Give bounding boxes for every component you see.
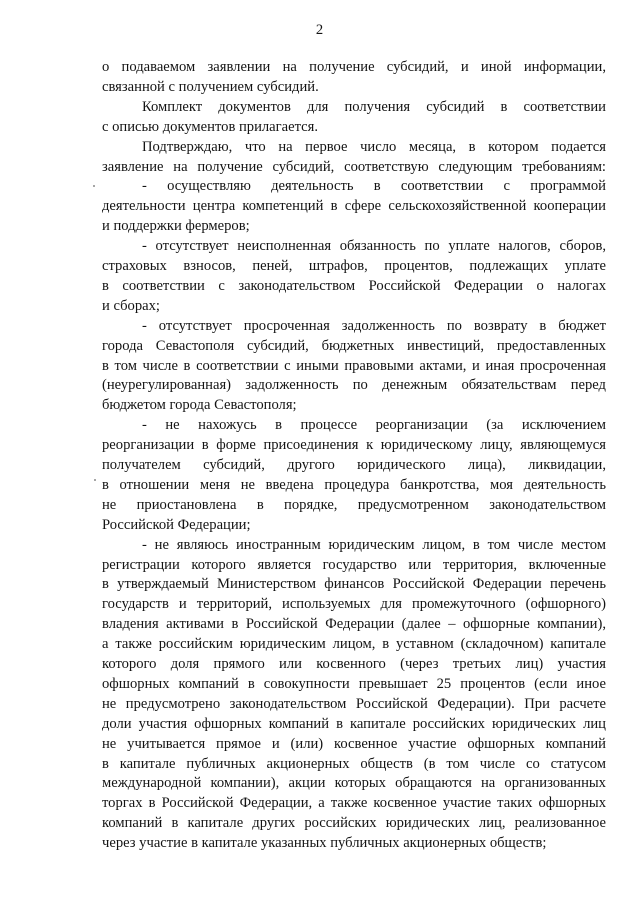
page-number: 2 [315,22,324,38]
text-line [102,496,606,516]
text-line [102,516,606,536]
text-line-content: Российской Федерации; [102,516,251,533]
text-line [102,337,606,357]
text-line [102,357,606,377]
text-line [102,257,606,277]
text-line-content: с описью документов прилагается. [102,118,318,135]
text-line [102,78,606,98]
text-line-content: владения активами в Российской Федерации (далее – офшорные компании), [102,616,606,633]
text-line-content: - не нахожусь в процессе реорганизации (за исключением [142,417,606,434]
text-line-content: в соответствии с законодательством Российской Федерации о налогах [102,277,606,294]
text-line [142,317,606,337]
text-line [102,695,606,715]
text-line [102,118,606,138]
text-line [102,615,606,635]
text-line [102,376,606,396]
text-line-content: в том числе в соответствии с иными правовыми актами, и иная просроченная [102,357,606,374]
text-line [102,396,606,416]
text-line-content: доли участия офшорных компаний в капитале российских юридических лиц [102,715,606,732]
text-line [102,774,606,794]
scan-speck [93,185,95,187]
text-line-content: - отсутствует неисполненная обязанность по уплате налогов, сборов, [142,238,606,255]
text-line-content: заявление на получение субсидий, соответствую следующим требованиям: [102,158,606,175]
text-line-content: Подтверждаю, что на первое число месяца, в котором подается [142,138,606,155]
text-line-content: регистрации которого является государство или территория, включенные [102,556,606,573]
text-line-content: страховых взносов, пеней, штрафов, процентов, подлежащих уплате [102,258,607,274]
text-line [142,177,606,197]
text-line [142,536,606,556]
text-line-content: компаний в капитале других российских юридических лиц, реализованное [102,815,606,832]
text-line [142,237,606,257]
text-line-content: связанной с получением субсидий. [102,78,319,95]
text-line-content: и поддержки фермеров; [102,218,250,235]
text-line [102,436,606,456]
text-line-content: не приостановлена в порядке, предусмотренном законодательством [102,496,606,513]
text-line-content: а также российским юридическим лицом, в уставном (складочном) капитале [102,636,606,653]
text-line-content: (неурегулированная) задолженность по денежным обязательствам перед [102,377,606,394]
text-line [102,595,606,615]
text-line-content: не учитывается прямое и (или) косвенное участие офшорных компаний [102,735,606,752]
text-line-content: о подаваемом заявлении на получение субсидий, и иной информации, [102,59,606,75]
text-line-content: - осуществляю деятельность в соответствии с программой [142,178,606,195]
text-line-content: получателем субсидий, другого юридического лица), ликвидации, [102,457,606,473]
text-line-content: Комплект документов для получения субсидий в соответствии [142,98,606,115]
text-line [102,755,606,775]
text-line-content: через участие в капитале указанных публичных акционерных обществ; [102,835,547,852]
text-line-content: - отсутствует просроченная задолженность по возврату в бюджет [142,317,606,334]
text-line-content: офшорных компаний в совокупности превышает 25 процентов (если иное [102,675,606,692]
text-line-content: и сборах; [102,297,160,314]
text-line [102,556,606,576]
text-line [102,217,606,237]
text-line-content: торгах в Российской Федерации, а также косвенное участие таких офшорных [102,795,606,812]
text-line [102,456,606,476]
text-line-content: в утверждаемый Министерством финансов Российской Федерации перечень [102,576,606,593]
text-line-content: в отношении меня не введена процедура банкротства, моя деятельность [102,476,606,493]
text-line [102,675,606,695]
text-line-content: деятельности центра компетенций в сфере сельскохозяйственной кооперации [102,198,606,215]
text-line-content: города Севастополя субсидий, бюджетных инвестиций, предоставленных [102,337,606,354]
text-line [102,715,606,735]
text-line [102,834,606,854]
text-line [102,635,606,655]
text-line [102,277,606,297]
text-line [142,98,606,118]
text-line-content: бюджетом города Севастополя; [102,397,297,414]
text-line [102,197,606,217]
text-line [102,158,606,178]
text-line-content: реорганизации в форме присоединения к юридическому лицу, являющемуся [102,437,606,454]
text-line-content: которого доля прямого или косвенного (через третьих лиц) участия [102,656,606,672]
text-line [102,476,606,496]
text-line [102,655,606,675]
text-line-content: - не являюсь иностранным юридическим лицом, в том числе местом [142,536,606,553]
text-line-content: в капитале публичных акционерных обществ (в том числе со статусом [102,755,607,772]
text-line [102,58,606,78]
text-line-content: государств и территорий, используемых для промежуточного (офшорного) [102,596,606,613]
scan-speck [94,479,96,481]
text-line [102,814,606,834]
text-line [102,575,606,595]
text-line [102,297,606,317]
text-line-content: не предусмотрено законодательством Российской Федерации). При расчете [102,695,606,712]
text-line [102,794,606,814]
text-line [102,735,606,755]
text-line-content: международной компании), акции которых обращаются на организованных [102,775,606,792]
text-line [142,138,606,158]
text-line [142,416,606,436]
